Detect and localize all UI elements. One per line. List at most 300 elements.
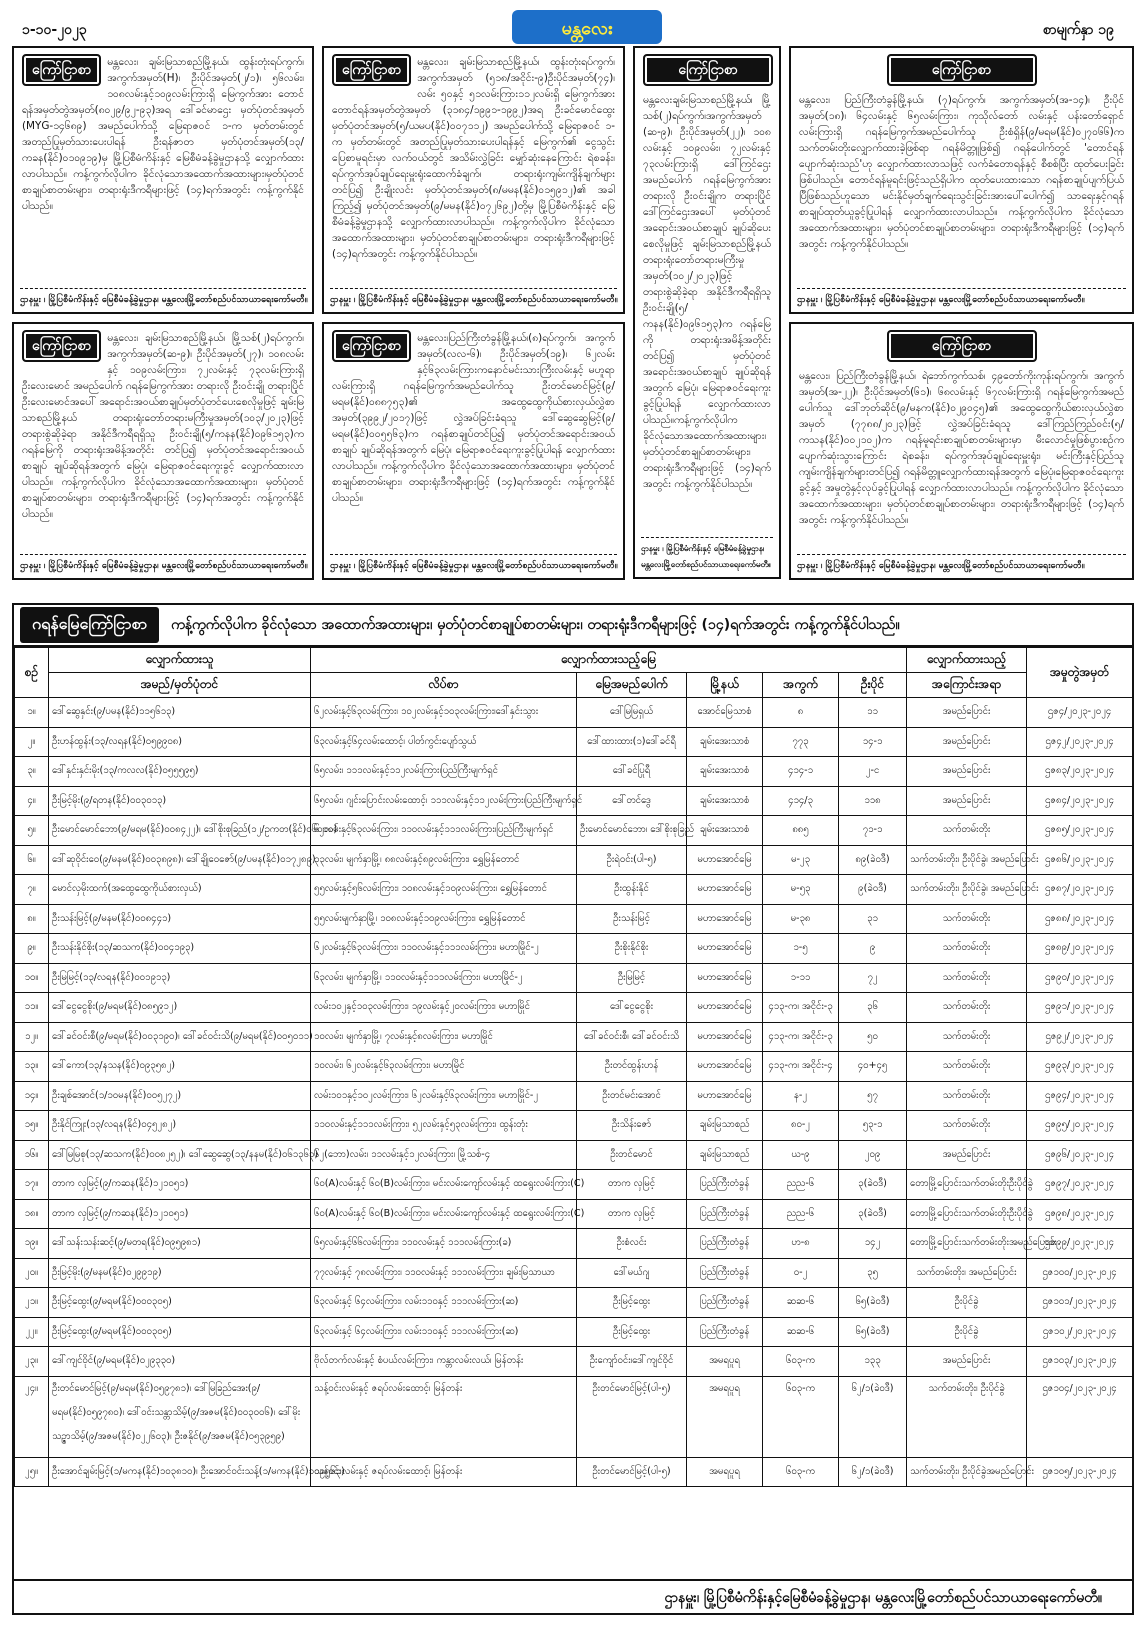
table-cell: ဝ-၂ <box>763 1258 839 1288</box>
table-cell: ၈၉(ခဲ၀ဒီ) <box>839 845 907 875</box>
table-cell: ၆၅လမ်း၊ ၁၁၁လမ်းနှင့်၁၁၂လမ်းကြား၊ပြည်ကြီးမျက်ရှင် <box>311 757 577 787</box>
notice-text: မန္တလေး၊ ပြည်ကြီးတံခွန်မြို့နယ်၊ (၇)ရပ်ကွက်၊ အကွက်အမှတ်(အ-၁၄)၊ ဦးပိုင်အမှတ်(၁၈)၊ ၆၄လမ်းနှင့် ၆၅လမ်းကြား၊ ကုသိုလ်တော် လမ်းနှင့် ပန်းတော်ရှောင်လမ်းကြားရှိ ဂရန်မြေကွက်အမည်ပေါက်သူ ဦးစံရှိန်(၉/မရမ(နိုင်)၀၂၇၀၆၆)က သက်တမ်းတိုးလျှောက်ထားခဲ့ဖြစ်ရာ ဂရန်မိတ္တူဖြစ်၍ ဂရန်ပေါက်တွင် 'တောင်ရန်ပျောက်ဆုံးသည်'ဟု လျှောက်ထားလာသဖြင့် လက်ခံတောရန်နှင့် စီစစ်ပြီး ထုတ်ပေးခြင်းဖြစ်ပါသည်။ တောင်ရန်မူရင်းဖြင့်သည်ရှိပါက ထုတ်ပေးထားသော ဂရန်စာချုပ်ပျက်ပြယ်ပြီဖြစ်သည်ဟူသော မင်းနိုင်မှတ်ချက်ရေးသွင်းခြင်းအားပေါ်ပေါက်၍ သာရေးနှင့်ဂရန်စာချုပ်ထုတ်ယူခွင့်ပြုပါရန် လျှောက်ထားလာပါသည်။ ကန့်ကွက်လိုပါက ခိုင်လုံသောအထောက်အထားများ၊ မှတ်ပုံတင်စာချုပ်စာတမ်းများ၊ တရားရုံးဒီကရီများဖြင့် (၁၄)ရက်အတွင်း ကန့်ကွက်နိုင်ပါသည်။ <box>799 94 1124 250</box>
table-cell: တောမြို့ပြောင်းသက်တမ်းတိုးဦးပိုင်ခွဲ <box>907 1199 1027 1229</box>
notice-badge: ကြော်ငြာစာ <box>643 54 773 86</box>
table-cell: ၆၀(A)လမ်းနှင့် ၆၀(B)လမ်းကြား၊ မင်းလမ်းကျော်လမ်းနှင့် ထရွေးလမ်းကြား(C) <box>311 1170 577 1200</box>
table-cell: တာက လှမြင့်(၉/ကဆန(နိုင်)၁၂၁၀၅၁) <box>49 1199 311 1229</box>
table-cell: ၆၃လမ်းနှင့်၆၄လမ်းထောင့်၊ ပါတ်ကွင်းပျော်သွယ် <box>311 727 577 757</box>
table-cell: ၁၄၂ <box>839 1229 907 1259</box>
table-cell: ၂။ <box>15 727 49 757</box>
table-cell: ပြည်ကြီးတံခွန် <box>687 1199 763 1229</box>
table-cell: လမ်း၁၀၁နှင့်၁၀၂လမ်းကြား၊ ၆၂လမ်းနှင့်၆၃လမ်းကြား၊ မဟာမြိုင်-၂ <box>311 1081 577 1111</box>
col-plot: ဦးပိုင် <box>839 673 907 698</box>
table-cell: တာက လှမြင့်(၉/ကဆန(နိုင်)၁၂၁၀၅၁) <box>49 1170 311 1200</box>
table-cell: ဌဇ၉၁/၂၀၂၃-၂၀၂၄ <box>1027 993 1133 1023</box>
table-cell: မဟာအောင်မြေ <box>687 993 763 1023</box>
table-cell: မဟာအောင်မြေ <box>687 904 763 934</box>
table-cell: ၁၅။ <box>15 1111 49 1141</box>
table-cell: ၂၀။ <box>15 1258 49 1288</box>
notice-badge: ကြော်ငြာစာ <box>22 54 101 86</box>
table-cell: ၂၀၉ <box>839 1140 907 1170</box>
table-cell: ၆၀၃-က <box>763 1376 839 1457</box>
table-cell: ၄၀+၄၅ <box>839 1052 907 1082</box>
table-cell: သက်တမ်းတိုး၊ ဦးပိုင်ခွဲအမည်ပြောင်း <box>907 1457 1027 1487</box>
table-row <box>15 757 1133 787</box>
notice-text: မန္တလေး၊ပြည်ကြီးတံခွန်မြို့နယ်၊(၈)ရပ်ကွက်၊ အကွက်အမှတ်(လလ-၆)၊ ဦးပိုင်အမှတ်(၁၉)၊ ၆၂လမ်းနှင့်၆၃လမ်းကြားကနောင်မင်းသားကြီးလမ်းနှင့် မဟူရာလမ်းကြားရှိ ဂရန်မြေကွက်အမည်ပေါက်သူ ဦးတင်မောင်မြင့်(၉/မရမ(နိုင်)၀၈၈၇၅၃)၏ အထွေထွေကိုယ်စားလှယ်လွှဲစာအမှတ်(၃၉၉၂/၂၀၁၇)ဖြင့် လွှဲအပ်ခြင်းခံရသူ ဒေါ်ဆွေဆွေမြင့်(၉/မရမ(နိုင်)၀၀၅၅၆၃)က ဂရန်စာချုပ်တင်ပြ၍ မှတ်ပုံတင်အရောင်းအဝယ်စာချုပ် ချုပ်ဆိုရန်အတွက် မြေပုံ၊ မြေရာဇဝင်ရေးကူးခွင့်ပြုပါရန် လျှောက်ထားလာပါသည်။ ကန့်ကွက်လိုပါက ခိုင်လုံသောအထောက်အထားများ၊ မှတ်ပုံတင်စာချုပ်စာတမ်းများ၊ တရားရုံးဒီကရီများဖြင့် (၁၄)ရက်အတွင်း ကန့်ကွက်နိုင်ပါသည်။ <box>332 332 615 504</box>
group-land: လျှောက်ထားသည့်မြေ <box>311 648 907 673</box>
table-cell: ဒေါ်မယ်ဂျ <box>577 1258 687 1288</box>
table-cell: ဌဇ၈၉/၂၀၂၃-၂၀၂၄ <box>1027 934 1133 964</box>
col-reason: အကြောင်းအရာ <box>907 673 1027 698</box>
table-cell: ချမ်းအေးသာစံ <box>687 727 763 757</box>
notice-box-2 <box>322 46 625 314</box>
notice-signature: ဌာနမှူး ၊ မြို့ပြစီမံကိန်းနှင့် မြေစီမံခန့်ခွဲမှုဌာန၊ မန္တလေးမြို့တော်စည်ပင်သာယာရေးကော်မတီ။ <box>797 554 1126 574</box>
col-applicant: အမည်/မှတ်ပုံတင် <box>49 673 311 698</box>
notice-badge: ကြော်ငြာစာ <box>332 330 411 362</box>
table-row <box>15 875 1133 905</box>
table-cell: ၈ <box>763 698 839 728</box>
table-cell: ဌဇ၉၅/၂၀၂၃-၂၀၂၄ <box>1027 1111 1133 1141</box>
table-cell: ၈၈၅ <box>763 816 839 846</box>
table-cell: အမရပူရ <box>687 1347 763 1377</box>
table-cell: ၂၅။ <box>15 1457 49 1487</box>
table-cell: ၁၁။ <box>15 993 49 1023</box>
table-cell: ညည-၆ <box>763 1199 839 1229</box>
table-cell: ဌဇ၈၃/၂၀၂၃-၂၀၂၄ <box>1027 757 1133 787</box>
table-cell: ဟ-၈ <box>763 1229 839 1259</box>
table-cell: အမည်ပြောင်း <box>907 786 1027 816</box>
table-cell: ၆၅(ခဲ၀ဒီ) <box>839 1288 907 1318</box>
table-cell: ချမ်းအေးသာစံ <box>687 816 763 846</box>
table-cell: ၆၃လမ်း၊ မျက်နှာမြို့၊ ၁၁၀လမ်းနှင့်၁၁၁လမ်းကြား၊ မဟာမြိုင်-၂ <box>311 963 577 993</box>
table-cell: အမည်ပြောင်း <box>907 757 1027 787</box>
table-cell: မောင်လှမိုးထက်(အထွေထွေကိုယ်စားလှယ်) <box>49 875 311 905</box>
table-cell: မဟာအောင်မြေ <box>687 1052 763 1082</box>
table-cell: လမ်း၁၀၂နှင့်၁၀၃လမ်းကြား၊ ၁၉လမ်းနှင့်၂၀လမ်းကြား၊ မဟာမြိုင် <box>311 993 577 1023</box>
table-cell: ယ-၉ <box>763 1140 839 1170</box>
table-cell: သက်တမ်းတိုး၊ အမည်ပြောင်း <box>907 1258 1027 1288</box>
group-reason: လျှောက်ထားသည့် <box>907 648 1027 673</box>
table-row <box>15 1081 1133 1111</box>
table-cell: ဦးမြမြင့် <box>577 963 687 993</box>
table-cell: ၆၂/၁(ခဲ၀ဒီ) <box>839 1376 907 1457</box>
table-cell: အမည်ပြောင်း <box>907 727 1027 757</box>
table-cell: ဆဆ-၆ <box>763 1317 839 1347</box>
notice-box-1 <box>12 46 314 314</box>
table-cell: ဌဇ၈၄/၂၀၂၃-၂၀၂၄ <box>1027 786 1133 816</box>
logo-text: မန္တလေး <box>561 18 613 39</box>
table-cell: ဦးကျော်ဝင်း၊ဒေါ်ကျင်ဝိုင် <box>577 1347 687 1377</box>
table-cell: ၄။ <box>15 786 49 816</box>
table-cell: ဦးတင်မောင်မြင့်(ပါ-၅) <box>577 1457 687 1487</box>
table-cell: သက်တမ်းတိုး၊ ဦးပိုင်ခွဲ <box>907 1376 1027 1457</box>
notice-signature: ဌာနမှူး ၊ မြို့ပြစီမံကိန်းနှင့် မြေစီမံခန့်ခွဲမှုဌာန၊ မန္တလေးမြို့တော်စည်ပင်သာယာရေးကော်မတီ။ <box>797 288 1126 308</box>
table-cell: ၁၀လမ်း၊ ၆၂လမ်းနှင့်၆၃လမ်းကြား၊ မဟာမြိုင် <box>311 1052 577 1082</box>
notice-box-4 <box>789 46 1134 314</box>
table-cell: ဒေါ်သန်းသန်းဆင့်(၉/မတရ(နိုင်)၀၉၅၉၈၁) <box>49 1229 311 1259</box>
table-cell: ၁၀။ <box>15 963 49 993</box>
table-cell: ဌဇ၉၇/၂၀၂၃-၂၀၂၄ <box>1027 1170 1133 1200</box>
table-cell: ၆၂လမ်းနှင့်၆၃လမ်းကြား၊ ၁၁၀လမ်းနှင့်၁၁၁လမ်းကြား၊ပြည်ကြီးမျက်ရှင် <box>311 816 577 846</box>
table-cell: ၁၀လမ်း၊ မျက်နှာမြို့၊ ၇လမ်းနှင့်၈လမ်းကြား၊ မဟာမြိုင် <box>311 1022 577 1052</box>
table-cell: ၉ <box>839 934 907 964</box>
table-cell: မဟာအောင်မြေ <box>687 1022 763 1052</box>
table-cell: ဌဇ၁၀၂/၂၀၂၃-၂၀၂၄ <box>1027 1317 1133 1347</box>
table-cell: ဦးချစ်အောင်(၁/၁၀မန(နိုင်)၀၀၅၂၇၂) <box>49 1081 311 1111</box>
table-cell: တာက လှမြင့် <box>577 1199 687 1229</box>
table-cell: ဌဇ၁၀၃/၂၀၂၃-၂၀၂၄ <box>1027 1347 1133 1377</box>
table-cell: ဒေါ်တင်ဒွေ <box>577 786 687 816</box>
table-cell: ၂၄။ <box>15 1376 49 1457</box>
table-cell: သက်တမ်းတိုး <box>907 816 1027 846</box>
table-cell: ဦးနိုင်ကြူး(၁၃/လရန(နိုင်)၀၄၅၂၈၂) <box>49 1111 311 1141</box>
table-cell: ၆၅လမ်း၊ ဂျင်းပြောင်းလမ်းထောင့်၊ ၁၁၁လမ်းနှင့်၁၁၂လမ်းကြား၊ပြည်ကြီးမျက်ရှင် <box>311 786 577 816</box>
table-cell: အမည်ပြောင်း <box>907 1140 1027 1170</box>
table-cell: ၁၃။ <box>15 1052 49 1082</box>
notice-box-7 <box>789 322 1134 580</box>
table-cell: ဌဇ၈၆/၂၀၂၃-၂၀၂၄ <box>1027 845 1133 875</box>
table-cell: ဦးတင်မောင်မြင့်(၉/မရမ(နိုင်)၀၅၉၇၈၁)၊ ဒေါ်မြခြည်အေး(၉/မရမ(နိုင်)၀၅၉၇၈၀)၊ ဒေါ်ဝင်းသန္တာသိမ့်(၉/အဇမ(နိုင်)၀၀၃၀၀၆)၊ ဒေါ်မိုးသဉ္ဇာသိမ့်(၉/အဇမ(နိုင်)၀၂၂၆၀၃)၊ ဦးဇနိုင်(၉/အဇမ(နိုင်)၀၅၃၉၅၉) <box>49 1376 311 1457</box>
table-cell: ၁၁ <box>839 698 907 728</box>
table-cell: ဌဇ၄၂/၂၀၂၃-၂၀၂၄ <box>1027 727 1133 757</box>
table-cell: ဦးသိန်းဇော် <box>577 1111 687 1141</box>
table-row <box>15 993 1133 1023</box>
col-file: အမှုတွဲအမှတ် <box>1027 648 1133 698</box>
table-cell: ၁၃၃ <box>839 1347 907 1377</box>
table-cell: ဆဆ-၆ <box>763 1288 839 1318</box>
table-cell: အမရပူရ <box>687 1457 763 1487</box>
table-cell: သက်တမ်းတိုး <box>907 904 1027 934</box>
table-cell: ၂-င <box>839 757 907 787</box>
col-address: လိပ်စာ <box>311 673 577 698</box>
table-footer-signature: ဌာနမှူး၊ မြို့ပြစီမံကိန်းနှင့်မြေစီမံခန့်ခွဲမှုဌာန၊ မန္တလေးမြို့တော်စည်ပင်သာယာရေးကော်မတီ။ <box>14 1579 1132 1613</box>
table-cell: ဌဇ၄/၂၀၂၃-၂၀၂၄ <box>1027 698 1133 728</box>
page-header <box>12 8 1134 48</box>
table-cell: ၁။ <box>15 698 49 728</box>
table-cell: ၈၀-၂ <box>763 1111 839 1141</box>
table-row <box>15 1457 1133 1487</box>
table-cell: ၇၂ <box>839 963 907 993</box>
table-cell: ဦးသန်းမြင့်(၉/မနမ(နိုင်)၀၀၈၄၄၁) <box>49 904 311 934</box>
table-cell: ဦးမြမြင့်(၁၃/လရန(နိုင်)၀၀၁၉၁၃) <box>49 963 311 993</box>
table-cell: သက်တမ်းတိုး <box>907 993 1027 1023</box>
table-cell: ၄၁၃-က၊ အငိုင်း-၄ <box>763 1052 839 1082</box>
table-cell: ၃၃လမ်း၊ မျက်နှာမြို့၊ ၈၈လမ်းနှင့်၈၉လမ်းကြား၊ ရွှေမြန်တောင် <box>311 845 577 875</box>
grant-land-table <box>14 647 1133 1487</box>
table-cell: ဦးမြင့်မိုး(၉/မနမ(နိုင်)၀၂၉၉၁၉) <box>49 1258 311 1288</box>
table-cell: ဦးစံလင်း <box>577 1229 687 1259</box>
table-row <box>15 698 1133 728</box>
table-cell: ပြည်ကြီးတံခွန် <box>687 1229 763 1259</box>
table-cell: ၇၇လမ်းနှင့် ၇၈လမ်းကြား၊ ၁၁၀လမ်းနှင့် ၁၁၁လမ်းကြား၊ ချမ်းမြသာယာ <box>311 1258 577 1288</box>
table-cell: သက်တမ်းတိုး <box>907 1052 1027 1082</box>
notice-text: မန္တလေး၊ ပြည်ကြီးတံခွန်မြို့နယ်၊ ရဲဘော်ကွက်သစ်၊ ၄၉တော်ကိုးကုန်းရပ်ကွက်၊ အကွက်အမှတ်(အ-၂၂)၊ ဦးပိုင်အမှတ်(၆၁)၊ ၆၈လမ်းနှင့် ၆၇လမ်းကြားရှိ ဂရန်မြေကွက်အမည်ပေါက်သူ ဒေါ်ဘုတ်ဆိုင်(၉/မနက(နိုင်)၀၂၉၀၄၅)၏ အထွေထွေကိုယ်စားလှယ်လွှဲစာအမှတ် (၇၇၈၈/၂၀၂၃)ဖြင့် လွှဲအပ်ခြင်းခံရသူ ဒေါ်ကြည်ကြည်ဝင်း(၅/ကသန(နိုင်)၀၀၂၁၀၂)က ဂရန်မူရင်းစာချုပ်စာတမ်းများမှာ မီးလောင်မှုဖြစ်ပွားစဉ်က ပျောက်ဆုံးသွားကြောင်း ရဲစခန်း၊ ရပ်ကွက်အုပ်ချုပ်ရေးမှူးရုံး၊ မင်းကြီးနှင့်ပြည်သူကျမ်းကျိန်ချက်များတင်ပြ၍ ဂရန်မိတ္တူလျှောက်ထားရန်အတွက် မြေပုံ၊မြေရာဇဝင်ရေးကူးခွင့်နှင့် အမှုတွဲနှင့်လုပ်ခွင့်ပြုပါရန် လျှောက်ထားလာပါသည်။ ကန့်ကွက်လိုပါက ခိုင်လုံသောအထောက်အထားများ၊ မှတ်ပုံတင်စာချုပ်စာတမ်းများ၊ တရားရုံးဒီကရီများဖြင့် (၁၄)ရက်အတွင်း ကန့်ကွက်နိုင်ပါသည်။ <box>799 370 1124 526</box>
table-cell: ဌဇ၉၄/၂၀၂၃-၂၀၂၄ <box>1027 1081 1133 1111</box>
table-cell: တောမြို့ပြောင်းသက်တမ်းတိုးအမည်ပြောင်း <box>907 1229 1027 1259</box>
table-cell: ဌဇ၉၂/၂၀၂၃-၂၀၂၄ <box>1027 1022 1133 1052</box>
col-block: အကွက် <box>763 673 839 698</box>
notice-text: မန္တလေး၊ ချမ်းမြသာစည်မြို့နယ်၊ ထွန်းတုံးရပ်ကွက်၊အကွက်အမှတ်(H)၊ ဦးပိုင်အမှတ်(၂/၁)၊ ၅၆လမ်း၊ ၁၀၈လမ်းနှင့်၁၀၉လမ်းကြားရှိ မြေကွက်အား တောင်ရန်အမှတ်တွဲအမှတ်(၈၀၂၉/၉၂-၉၃)အရ ဒေါ်ခင်မာဌေး မှတ်ပုံတင်အမှတ် (MYG-၁၄၆၈၉) အမည်ပေါက်သို့ မြေရာဇဝင် ၁-က မှတ်တမ်းတွင် အတည်ပြုမှတ်သားပေးပါရန် ဦးရန်ဇာတ မှတ်ပုံတင်အမှတ်(၁၃/ ကခန(နိုင်)၀၁၀၉၁၉)မှ မြို့ပြစီမံကိန်းနှင့် မြေစီမံခန့်ခွဲမှုဌာနသို့ လျှောက်ထားလာပါသည်။ ကန့်ကွက်လိုပါက ခိုင်လုံသောအထောက်အထားများ၊မှတ်ပုံတင်စာချုပ်စာတမ်းများ၊ တရားရုံးဒီကရီများဖြင့် (၁၄)ရက်အတွင်း ကန့်ကွက်နိုင်ပါသည်။ <box>22 56 304 212</box>
table-cell: ဒေါ်ထားထား(၁)ဒေါ်ခင်ရီ <box>577 727 687 757</box>
table-cell: ဦးဟန်ထွန်း(၁၃/လရန(နိုင်)၀၅၉၉၀၈) <box>49 727 311 757</box>
col-township: မြို့နယ် <box>687 673 763 698</box>
table-cell: ဒေါ်ခင်ပြုရီ <box>577 757 687 787</box>
table-cell: ၆၃လမ်းနှင့် ၆၄လမ်းကြား၊ လမ်း၁၁၀နှင့် ၁၁၁လမ်းကြား(ဆ) <box>311 1288 577 1318</box>
table-cell: မဟာအောင်မြေ <box>687 875 763 905</box>
table-cell: ဒေါ်ခင်ဝင်းစီ၊ ဒေါ်ခင်ဝင်းသိ <box>577 1022 687 1052</box>
table-cell: ၇၇၃ <box>763 727 839 757</box>
table-cell: ၄၁၃-က၊ အငိုင်း-၃ <box>763 1022 839 1052</box>
table-cell: ဌဇ၉၉/၂၀၂၃-၂၀၂၄ <box>1027 1229 1133 1259</box>
page-number: စာမျက်နှာ ၁၉ <box>1042 22 1114 38</box>
table-cell: မဟာအောင်မြေ <box>687 934 763 964</box>
group-applicant: လျှောက်ထားသူ <box>49 648 311 673</box>
table-row <box>15 1317 1133 1347</box>
table-row <box>15 1170 1133 1200</box>
table-cell: ၃။ <box>15 757 49 787</box>
table-cell: ၁-၁၁ <box>763 963 839 993</box>
table-cell: သက်တမ်းတိုး <box>907 1111 1027 1141</box>
table-cell: ဗိုလ်တက်လမ်းနှင့် စံပယ်လမ်းကြား၊ ကန္တာလမ်းလယ်၊ မြန်တန်း <box>311 1347 577 1377</box>
table-cell: မဟာအောင်မြေ <box>687 845 763 875</box>
table-cell: ဌဇ၁၀၅/၂၀၂၃-၂၀၂၄ <box>1027 1457 1133 1487</box>
table-cell: ချမ်းမြသာစည် <box>687 1111 763 1141</box>
table-cell: မဟာအောင်မြေ <box>687 1081 763 1111</box>
table-cell: ၁၁၈ <box>839 786 907 816</box>
table-cell: အမရပူရ <box>687 1376 763 1457</box>
table-cell: ၇။ <box>15 875 49 905</box>
grant-land-notice-table-section <box>12 603 1134 1615</box>
table-cell: ၉(ခဲ၀ဒီ) <box>839 875 907 905</box>
table-row <box>15 786 1133 816</box>
col-owner: မြေအမည်ပေါက် <box>577 673 687 698</box>
table-row <box>15 1111 1133 1141</box>
table-cell: ဦးမြင့်ထွေး <box>577 1288 687 1318</box>
table-cell: ဌဇ၁၀၀/၂၀၂၃-၂၀၂၄ <box>1027 1258 1133 1288</box>
table-cell: ဒေါ်မြမြစု(၁၃/ဆသက(နိုင်)၀၀၈၂၅၂)၊ ဒေါ်ဆွေဆွေ(၁၃/နနမ(နိုင်)၀၆၁၃၆၃) <box>49 1140 311 1170</box>
table-cell: တာက လှမြင့် <box>577 1170 687 1200</box>
table-cell: မဟာအောင်မြေ <box>687 963 763 993</box>
table-column-header <box>15 673 1133 698</box>
table-cell: ၆၀(A)လမ်းနှင့် ၆၀(B)လမ်းကြား၊ မင်းလမ်းကျော်လမ်းနှင့် ထရွေးလမ်းကြား(C) <box>311 1199 577 1229</box>
table-cell: ၁၈။ <box>15 1199 49 1229</box>
table-cell: ဦးစိုးနိုင်စိုး <box>577 934 687 964</box>
table-row <box>15 1288 1133 1318</box>
table-cell: ၅။ <box>15 816 49 846</box>
table-cell: ဌဇ၈၇/၂၀၂၃-၂၀၂၄ <box>1027 875 1133 905</box>
table-cell: ၆၂လမ်းနှင့်၆၃လမ်းကြား၊ ၁၁၀လမ်းနှင့်၁၁၁လမ်းကြား၊ မဟာမြိုင်-၂ <box>311 934 577 964</box>
table-cell: ဦးသန်းမြင့် <box>577 904 687 934</box>
table-cell: ၅၃-၁ <box>839 1111 907 1141</box>
table-cell: ၆၀၃-က <box>763 1457 839 1487</box>
table-cell: ချမ်းမြသာစည် <box>687 1140 763 1170</box>
table-row <box>15 1347 1133 1377</box>
table-cell: ၆၅(ခဲ၀ဒီ) <box>839 1317 907 1347</box>
table-cell: ဦးမြင့်ထွေး <box>577 1317 687 1347</box>
table-cell: အမည်ပြောင်း <box>907 698 1027 728</box>
table-cell: ဌဇ၉၃/၂၀၂၃-၂၀၂၄ <box>1027 1052 1133 1082</box>
table-cell: ဌဇ၁၀၄/၂၀၂၃-၂၀၂၄ <box>1027 1376 1133 1457</box>
table-cell: ၄၁၄-၁ <box>763 757 839 787</box>
table-cell: ၃၁ <box>839 904 907 934</box>
table-cell: အမည်ပြောင်း <box>907 1347 1027 1377</box>
issue-date: ၁-၁၀-၂၀၂၃ <box>22 22 87 38</box>
table-cell: ဦးမောင်မောင်ဘော(၉/မရမ(နိုင်)၀၀၈၄၂၂)၊ ဒေါ်စိုးစုခြည်(၁၂/ဥကတ(နိုင်)၀၆၀၁၈) <box>49 816 311 846</box>
table-cell: သက်တမ်းတိုး <box>907 963 1027 993</box>
table-cell: ဒေါ်ကော(၁၃/နသန(နိုင်)၀၉၃၅၈၂) <box>49 1052 311 1082</box>
table-row <box>15 1052 1133 1082</box>
table-cell: ၁၄-၁ <box>839 727 907 757</box>
table-cell: ဦးတင်ထွန်းဟန် <box>577 1052 687 1082</box>
table-cell: ၃(ခဲ၀ဒီ) <box>839 1199 907 1229</box>
table-cell: ၁၆။ <box>15 1140 49 1170</box>
table-row <box>15 1022 1133 1052</box>
table-row <box>15 963 1133 993</box>
table-cell: ၂၃။ <box>15 1347 49 1377</box>
notice-badge: ကြော်ငြာစာ <box>22 330 101 362</box>
table-cell: ဌဇ၉၆/၂၀၂၃-၂၀၂၄ <box>1027 1140 1133 1170</box>
table-cell: သက်တမ်းတိုး၊ ဦးပိုင်ခွဲ၊ အမည်ပြောင်း <box>907 845 1027 875</box>
notice-badge: ကြော်ငြာစာ <box>887 330 1037 362</box>
table-row <box>15 1229 1133 1259</box>
table-cell: ၁၁၀လမ်းနှင့်၁၁၁လမ်းကြား၊ ၅၂လမ်းနှင့်၅၃လမ်းကြား၊ ထွန်းတုံး <box>311 1111 577 1141</box>
table-cell: ချမ်းအေးသာစံ <box>687 786 763 816</box>
table-cell: ၄၁၄/၃ <box>763 786 839 816</box>
table-cell: ပြည်ကြီးတံခွန် <box>687 1170 763 1200</box>
table-cell: ဦးအောင်ချမ်းမြင့်(၁/မကန(နိုင်)၁၀၃၈၁၀)၊ ဦးအောင်ဝင်းသန့်(၁/မကန(နိုင်)၁၀၉၅၆၃) <box>49 1457 311 1487</box>
notice-signature: ဌာနမှူး ၊ မြို့ပြစီမံကိန်းနှင့် မြေစီမံခန့်ခွဲမှုဌာန၊ မန္တလေးမြို့တော်စည်ပင်သာယာရေးကော်မတီ။ <box>330 288 617 308</box>
col-no: စဉ် <box>15 648 49 698</box>
table-cell: ညည-၆ <box>763 1170 839 1200</box>
table-cell: ဦးပိုင်ခွဲ <box>907 1317 1027 1347</box>
table-cell: ၅၅လမ်းမျက်နှာမြို့၊ ၁၀၈လမ်းနှင့်၁၀၉လမ်းကြား၊ ရွှေမြန်တောင် <box>311 904 577 934</box>
table-row <box>15 1199 1133 1229</box>
table-cell: သက်တမ်းတိုး <box>907 1081 1027 1111</box>
table-cell: ဦးတင်မောင် <box>577 1140 687 1170</box>
table-row <box>15 1258 1133 1288</box>
table-cell: ဌဇ၁၀၁/၂၀၂၃-၂၀၂၄ <box>1027 1288 1133 1318</box>
notice-text: မန္တလေး၊ ချမ်းမြသာစည်မြို့နယ်၊ ထွန်းတုံးရပ်ကွက်၊အကွက်အမှတ် (၅၁၈/အငိုင်း-၉)ဦးပိုင်အမှတ်(၇၄)၊ လမ်း ၅၀နှင့် ၅၁လမ်းကြား၁၁၂လမ်းရှိ မြေကွက်အား တောင်ရန်အမှတ်တွဲအမှတ် (၃၁၈၄/၁၉၉၁-၁၉၉၂)အရ ဦးခင်မောင်ထွေး မှတ်ပုံတင်အမှတ်(၅/ယမပ(နိုင်)၀၀၇၁၁၂) အမည်ပေါက်သို့ မြေရာဇဝင် ၁-က မှတ်တမ်းတွင် အတည်ပြုမှတ်သားပေးပါရန်နှင့် မြေကွက်၏ ငွေသွင်းပြေစာမူရင်းမှာ လက်ဝယ်တွင် အသိမ်းလွှဲခြင်း မျှော်ဆုံးနေကြောင်း ရဲစခန်း၊ ရပ်ကွက်အုပ်ချုပ်ရေးမှူးရုံးထောက်ခံချက်၊ တရားရုံးကျမ်းကျိန်ချက်များတင်ပြ၍ ဦးချိုးလင်း မှတ်ပုံတင်အမှတ်(၈/မမန(နိုင်)၀၁၅၉၁၂)၏ အခါကြည့်၍ မှတ်ပုံတင်အမှတ်(၉/မမန(နိုင်)၀၇၂၆၉၂)တို့မှ မြို့ပြစီမံကိန်းနှင့် မြေစီမံခန့်ခွဲမှုဌာနသို့ လျှောက်ထားလာပါသည်။ ကန့်ကွက်လိုပါက ခိုင်လုံသောအထောက်အထားများ၊ မှတ်ပုံတင်စာချုပ်စာတမ်းများ၊ တရားရုံးဒီကရီများဖြင့် (၁၄)ရက်အတွင်း ကန့်ကွက်နိုင်ပါသည်။ <box>332 56 615 260</box>
table-cell: ဦးရဲ၀င်း(ပါ-၅) <box>577 845 687 875</box>
table-cell: ၁-၅ <box>763 934 839 964</box>
table-row <box>15 904 1133 934</box>
table-cell: ဌဇ၈၅/၂၀၂၃-၂၀၂၄ <box>1027 816 1133 846</box>
table-cell: ၆၀၃-က <box>763 1347 839 1377</box>
table-cell: ဒေါ်ဆုဝိုင်းဝေ(၉/မနမ(နိုင်)၀၀၃၈၉၈)၊ ဒေါ်ချိုဝေဇော်(၉/ပမန(နိုင်)၀၁၇၂၈၉) <box>49 845 311 875</box>
table-cell: ၁၇။ <box>15 1170 49 1200</box>
table-cell: ဒေါ်မြမြရှယ် <box>577 698 687 728</box>
table-group-header <box>15 648 1133 673</box>
table-cell: ဌဇ၈၈/၂၀၂၃-၂၀၂၄ <box>1027 904 1133 934</box>
table-cell: သက်တမ်းတိုး၊ ဦးပိုင်ခွဲ၊ အမည်ပြောင်း <box>907 875 1027 905</box>
table-cell: ၁၉။ <box>15 1229 49 1259</box>
table-cell: ပြည်ကြီးတံခွန် <box>687 1317 763 1347</box>
notice-badge: ကြော်ငြာစာ <box>887 54 1037 86</box>
table-cell: ဒေါ်ကျင်ဝိုင်(၉/မရမ(နိုင်)၀၂၉၃၃၀) <box>49 1347 311 1377</box>
table-cell: ၆၂/၁(ခဲ၀ဒီ) <box>839 1457 907 1487</box>
notice-signature: ဌာနမှူး ၊ မြို့ပြစီမံကိန်းနှင့် မြေစီမံခန့်ခွဲမှုဌာန၊ မန္တလေးမြို့တော်စည်ပင်သာယာရေးကော်မတီ။ <box>20 554 306 574</box>
table-cell: ၃၅ <box>839 1258 907 1288</box>
newspaper-logo <box>512 10 662 44</box>
notice-box-6 <box>322 322 625 580</box>
table-cell: ၄၁၃-က၊ အငိုင်း-၃ <box>763 993 839 1023</box>
table-cell: ၆။ <box>15 845 49 875</box>
table-cell: မ-၃၈ <box>763 904 839 934</box>
table-row <box>15 1140 1133 1170</box>
table-cell: တောမြို့ပြောင်းသက်တမ်းတိုးဦးပိုင်ခွဲ <box>907 1170 1027 1200</box>
table-cell: ဌဇ၉၈/၂၀၂၃-၂၀၂၄ <box>1027 1199 1133 1229</box>
notice-box-5 <box>12 322 314 580</box>
table-cell: ၅၀ <box>839 1022 907 1052</box>
table-cell: န-၂ <box>763 1081 839 1111</box>
table-cell: ၇၁-၁ <box>839 816 907 846</box>
table-cell: ဦးမြင့်ထွေး(၉/မရမ(နိုင်)၀၀၀၃၀၅) <box>49 1288 311 1318</box>
table-cell: ၂၂။ <box>15 1317 49 1347</box>
table-cell: ပြည်ကြီးတံခွန် <box>687 1288 763 1318</box>
table-cell: ၆၅လမ်းနှင့်၆၆လမ်းကြား၊ ၁၁၀လမ်းနှင့် ၁၁၁လမ်းကြား(ခ) <box>311 1229 577 1259</box>
table-cell: ဦးပိုင်ခွဲ <box>907 1288 1027 1318</box>
table-header-bar <box>14 605 1132 647</box>
table-cell: အောင်မြေသာစံ <box>687 698 763 728</box>
table-cell: ၂၁။ <box>15 1288 49 1318</box>
notice-text: မန္တလေးချမ်းမြသာစည်မြို့နယ်၊ မြို့သစ်(၂)ရပ်ကွက်၊အကွက်အမှတ် (ဆ-၉)၊ ဦးပိုင်အမှတ်(၂၂)၊ ၁၀၈ လမ်းနှင့် ၁၀၉လမ်း၊ ၇၂လမ်းနှင့် ၇၃လမ်းကြားရှိ ဒေါ်ကြင်ဌေးအမည်ပေါက် ဂရန်မြေကွက်အား တရားလို ဦးဝင်းချိုက တရားပြိုင် ဒေါ်ကြင်ဌေးအပေါ် မှတ်ပုံတင်အရောင်းအဝယ်စာချုပ် ချုပ်ဆိုပေးစေလိုမှုဖြင့် ချမ်းမြသာစည်မြို့နယ် တရားရုံးတော်တရားမကြီးမှုအမှတ်(၁၀၂/၂၀၂၃)ဖြင့် တရားစွဲဆိုခဲ့ရာ အနိုင်ဒီကရီရရှိသူ ဦးဝင်းချို(၅/ကနန(နိုင်)၀၉၆၁၅၃)က ဂရန်မြေကို တရားရုံးအမိန့်အတိုင်း တင်ပြ၍ မှတ်ပုံတင်အရောင်းအဝယ်စာချုပ် ချုပ်ဆိုရန်အတွက် မြေပုံ၊ မြေရာဇဝင်ရေးကူးခွင့်ပြုပါရန် လျှောက်ထားလာပါသည်။ကန့်ကွက်လိုပါက ခိုင်လုံသောအထောက်အထားများ၊ မှတ်ပုံတင်စာချုပ်စာတမ်းများ၊ တရားရုံးဒီကရီများဖြင့် (၁၄)ရက်အတွင်း ကန့်ကွက်နိုင်ပါသည်။ <box>643 94 771 490</box>
notice-text: မန္တလေး၊ ချမ်းမြသာစည်မြို့နယ်၊ မြို့သစ်(၂)ရပ်ကွက်၊ အကွက်အမှတ်(ဆ-၉)၊ ဦးပိုင်အမှတ်(၂၇)၊ ၁၀၈လမ်းနှင့် ၁၀၉လမ်းကြား၊ ၇၂လမ်းနှင့် ၇၃လမ်းကြားရှိ ဦးလေးမောင် အမည်ပေါက် ဂရန်မြေကွက်အား တရားလို ဦးဝင်းချို တရားပြိုင် ဦးလေးမောင်အပေါ် အရောင်းအဝယ်စာချုပ်မှတ်ပုံတင်ပေးစေလိုမှုဖြင့် ချမ်းမြသာစည်မြို့နယ် တရားရုံးတော်တရားမကြီးမှုအမှတ်(၁၀၃/၂၀၂၃)ဖြင့် တရားစွဲဆိုခဲ့ရာ အနိုင်ဒီကရီရရှိသူ ဦးဝင်းချို(၅/ကနန(နိုင်)၀၉၆၁၅၃)က ဂရန်မြေကို တရားရုံးအမိန့်အတိုင်း တင်ပြ၍ မှတ်ပုံတင်အရောင်းအဝယ်စာချုပ် ချုပ်ဆိုရန်အတွက် မြေပုံ၊ မြေရာဇဝင်ရေးကူးခွင့် လျှောက်ထားလာပါသည်။ ကန့်ကွက်လိုပါက ခိုင်လုံသောအထောက်အထားများ၊ မှတ်ပုံတင်စာချုပ်စာတမ်းများ၊ တရားရုံးဒီကရီများဖြင့် (၁၄)ရက်အတွင်း ကန့်ကွက်နိုင်ပါသည်။ <box>22 332 304 520</box>
table-row <box>15 727 1133 757</box>
table-cell: ၆၃လမ်းနှင့် ၆၄လမ်းကြား၊ လမ်း၁၁၀နှင့် ၁၁၁လမ်းကြား(ဆ) <box>311 1317 577 1347</box>
table-cell: ၃(ခဲ၀ဒီ) <box>839 1170 907 1200</box>
table-row <box>15 1376 1133 1457</box>
table-cell: ၅၅လမ်းနှင့်၅၆လမ်းကြား၊ ၁၀၈လမ်းနှင့်၁၀၉လမ်းကြား၊ ရွှေမြန်တောင် <box>311 875 577 905</box>
table-cell: ဒေါ်နှင်းနှင်းမိုး(၁၃/ကလလ(နိုင်)၀၅၅၅၉၅) <box>49 757 311 787</box>
notice-badge: ကြော်ငြာစာ <box>332 54 411 86</box>
table-cell: ဒေါ်ငွေငွေစိုး <box>577 993 687 1023</box>
table-row <box>15 845 1133 875</box>
table-row <box>15 816 1133 846</box>
notice-signature: ဌာနမှူး ၊ မြို့ပြစီမံကိန်းနှင့် မြေစီမံခန့်ခွဲမှုဌာန၊ မန္တလေးမြို့တော်စည်ပင်သာယာရေးကော်မတီ။ <box>330 554 617 574</box>
notice-signature: ဌာနမှူး ၊ မြို့ပြစီမံကိန်းနှင့် မြေစီမံခန့်ခွဲမှုဌာန၊ မန္တလေးမြို့တော်စည်ပင်သာယာရေးကော်မတီ။ <box>20 288 306 308</box>
table-cell: မ-၂၃ <box>763 845 839 875</box>
table-cell: ၅၇ <box>839 1081 907 1111</box>
table-title: ဂရန်မြေကြော်ငြာစာ <box>20 607 159 643</box>
table-cell: ဦးသန်းနိုင်စိုး(၁၃/ဆသက(နိုင်)၀၀၄၁၉၃) <box>49 934 311 964</box>
table-cell: ဒေါ်ခင်ဝင်းစီ(၉/မရမ(နိုင်)၀၀၃၁၉၀)၊ ဒေါ်ခင်ဝင်းသိ(၉/မရမ(နိုင်)၀၀၅၀၁၁) <box>49 1022 311 1052</box>
table-cell: ဦးမောင်မောင်ဘော၊ ဒေါ်စိုးစုခြည် <box>577 816 687 846</box>
table-cell: ပြည်ကြီးတံခွန် <box>687 1258 763 1288</box>
table-cell: ၁၄။ <box>15 1081 49 1111</box>
table-cell: ၉။ <box>15 934 49 964</box>
table-cell: မ-၅၃ <box>763 875 839 905</box>
table-cell: ၈။ <box>15 904 49 934</box>
table-cell: ဦးမြင့်ထွေး(၉/မရမ(နိုင်)၀၀၀၃၀၅) <box>49 1317 311 1347</box>
table-row <box>15 934 1133 964</box>
table-cell: ဦးထွန်းနိုင် <box>577 875 687 905</box>
table-cell: ၁၂။ <box>15 1022 49 1052</box>
table-cell: သက်တမ်းတိုး <box>907 1022 1027 1052</box>
table-cell: ဦးမြင့်မိုး(၉/ရတန(နိုင်)၀၀၃၀၁၃) <box>49 786 311 816</box>
table-cell: သန့်ဝင်းလမ်းနှင့် ဇရပ်လမ်းထောင့်၊ မြန်တန်း <box>311 1376 577 1457</box>
table-cell: ၃၆ <box>839 993 907 1023</box>
notice-signature: ဌာနမှူး ၊ မြို့ပြစီမံကိန်းနှင့် မြေစီမံခန့်ခွဲမှုဌာန၊ မန္တလေးမြို့တော်စည်ပင်သာယာရေးကော်မတီ။ <box>641 537 773 573</box>
table-cell: သက်တမ်းတိုး <box>907 934 1027 964</box>
table-cell: ချမ်းအေးသာစံ <box>687 757 763 787</box>
table-cell: သန့်ဝင်းလမ်းနှင့် ဇရပ်လမ်းထောင့်၊ မြန်တန်း <box>311 1457 577 1487</box>
table-cell: ၆၂(ဘော)လမ်း၊ ၁၁လမ်းနှင့်၁၂လမ်းကြား၊ မြို့သစ်-၄ <box>311 1140 577 1170</box>
notice-box-3 <box>633 46 781 579</box>
table-subtitle: ကန့်ကွက်လိုပါက ခိုင်လုံသော အထောက်အထားများ၊ မှတ်ပုံတင်စာချုပ်စာတမ်းများ၊ တရားရုံးဒီကရီများဖြင့် (၁၄)ရက်အတွင်း ကန့်ကွက်နိုင်ပါသည်။ <box>171 616 900 633</box>
table-cell: ဒေါ်ဆွေနှင်း(၉/ပမန(နိုင်)၁၁၅၆၁၃) <box>49 698 311 728</box>
table-cell: ဦးတင်မင်းအောင် <box>577 1081 687 1111</box>
table-cell: ဌဇ၉၀/၂၀၂၃-၂၀၂၄ <box>1027 963 1133 993</box>
